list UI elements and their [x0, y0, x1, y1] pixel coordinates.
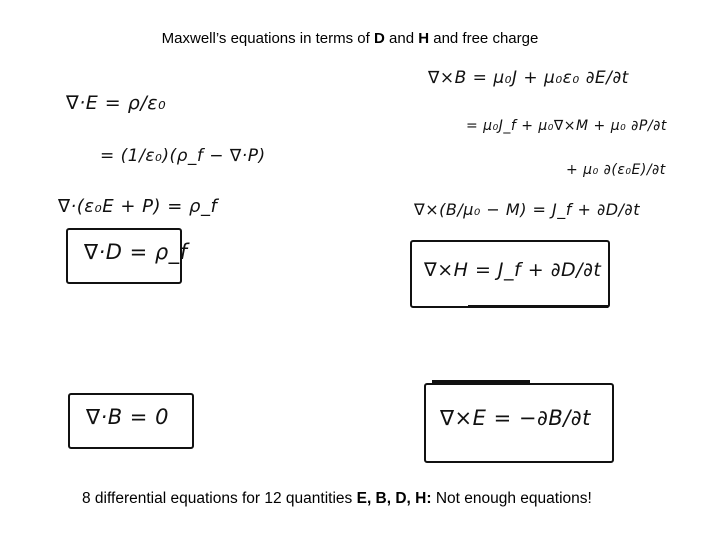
faraday-equation: ∇×E = −∂B/∂t	[440, 406, 591, 430]
eq-div-eps-e-plus-p: ∇·(ε₀E + P) = ρ_f	[58, 196, 218, 217]
page-title	[0, 30, 700, 47]
eq-curl-h-derivation: ∇×(B/μ₀ − M) = J_f + ∂D/∂t	[414, 200, 640, 219]
eq-div-e: ∇·E = ρ/ε₀	[66, 92, 167, 114]
footer-note	[82, 490, 702, 508]
footer-suffix: Not enough equations!	[431, 490, 592, 507]
title-suffix: and free charge	[429, 30, 539, 47]
gauss-b-equation: ∇·B = 0	[86, 405, 169, 429]
ampere-h-underline	[468, 305, 608, 308]
ampere-h-equation: ∇×H = J_f + ∂D/∂t	[424, 259, 602, 281]
title-middle: and	[384, 30, 419, 47]
eq-curl-b-expanded: = μ₀J_f + μ₀∇×M + μ₀ ∂P/∂t	[466, 118, 667, 134]
eq-curl-b-term: + μ₀ ∂(ε₀E)/∂t	[566, 162, 666, 178]
title-prefix: Maxwell’s equations in terms of	[161, 30, 374, 47]
footer-prefix: 8 differential equations for 12 quantities	[82, 490, 357, 507]
eq-curl-b: ∇×B = μ₀J + μ₀ε₀ ∂E/∂t	[428, 68, 629, 88]
faraday-overline	[432, 380, 530, 383]
title-h: H	[418, 30, 430, 47]
eq-div-e-expanded: = (1/ε₀)(ρ_f − ∇·P)	[100, 146, 266, 166]
footer-quantities: E, B, D, H:	[356, 490, 432, 507]
title-d: D	[374, 30, 385, 47]
gauss-d-equation: ∇·D = ρ_f	[84, 240, 188, 264]
